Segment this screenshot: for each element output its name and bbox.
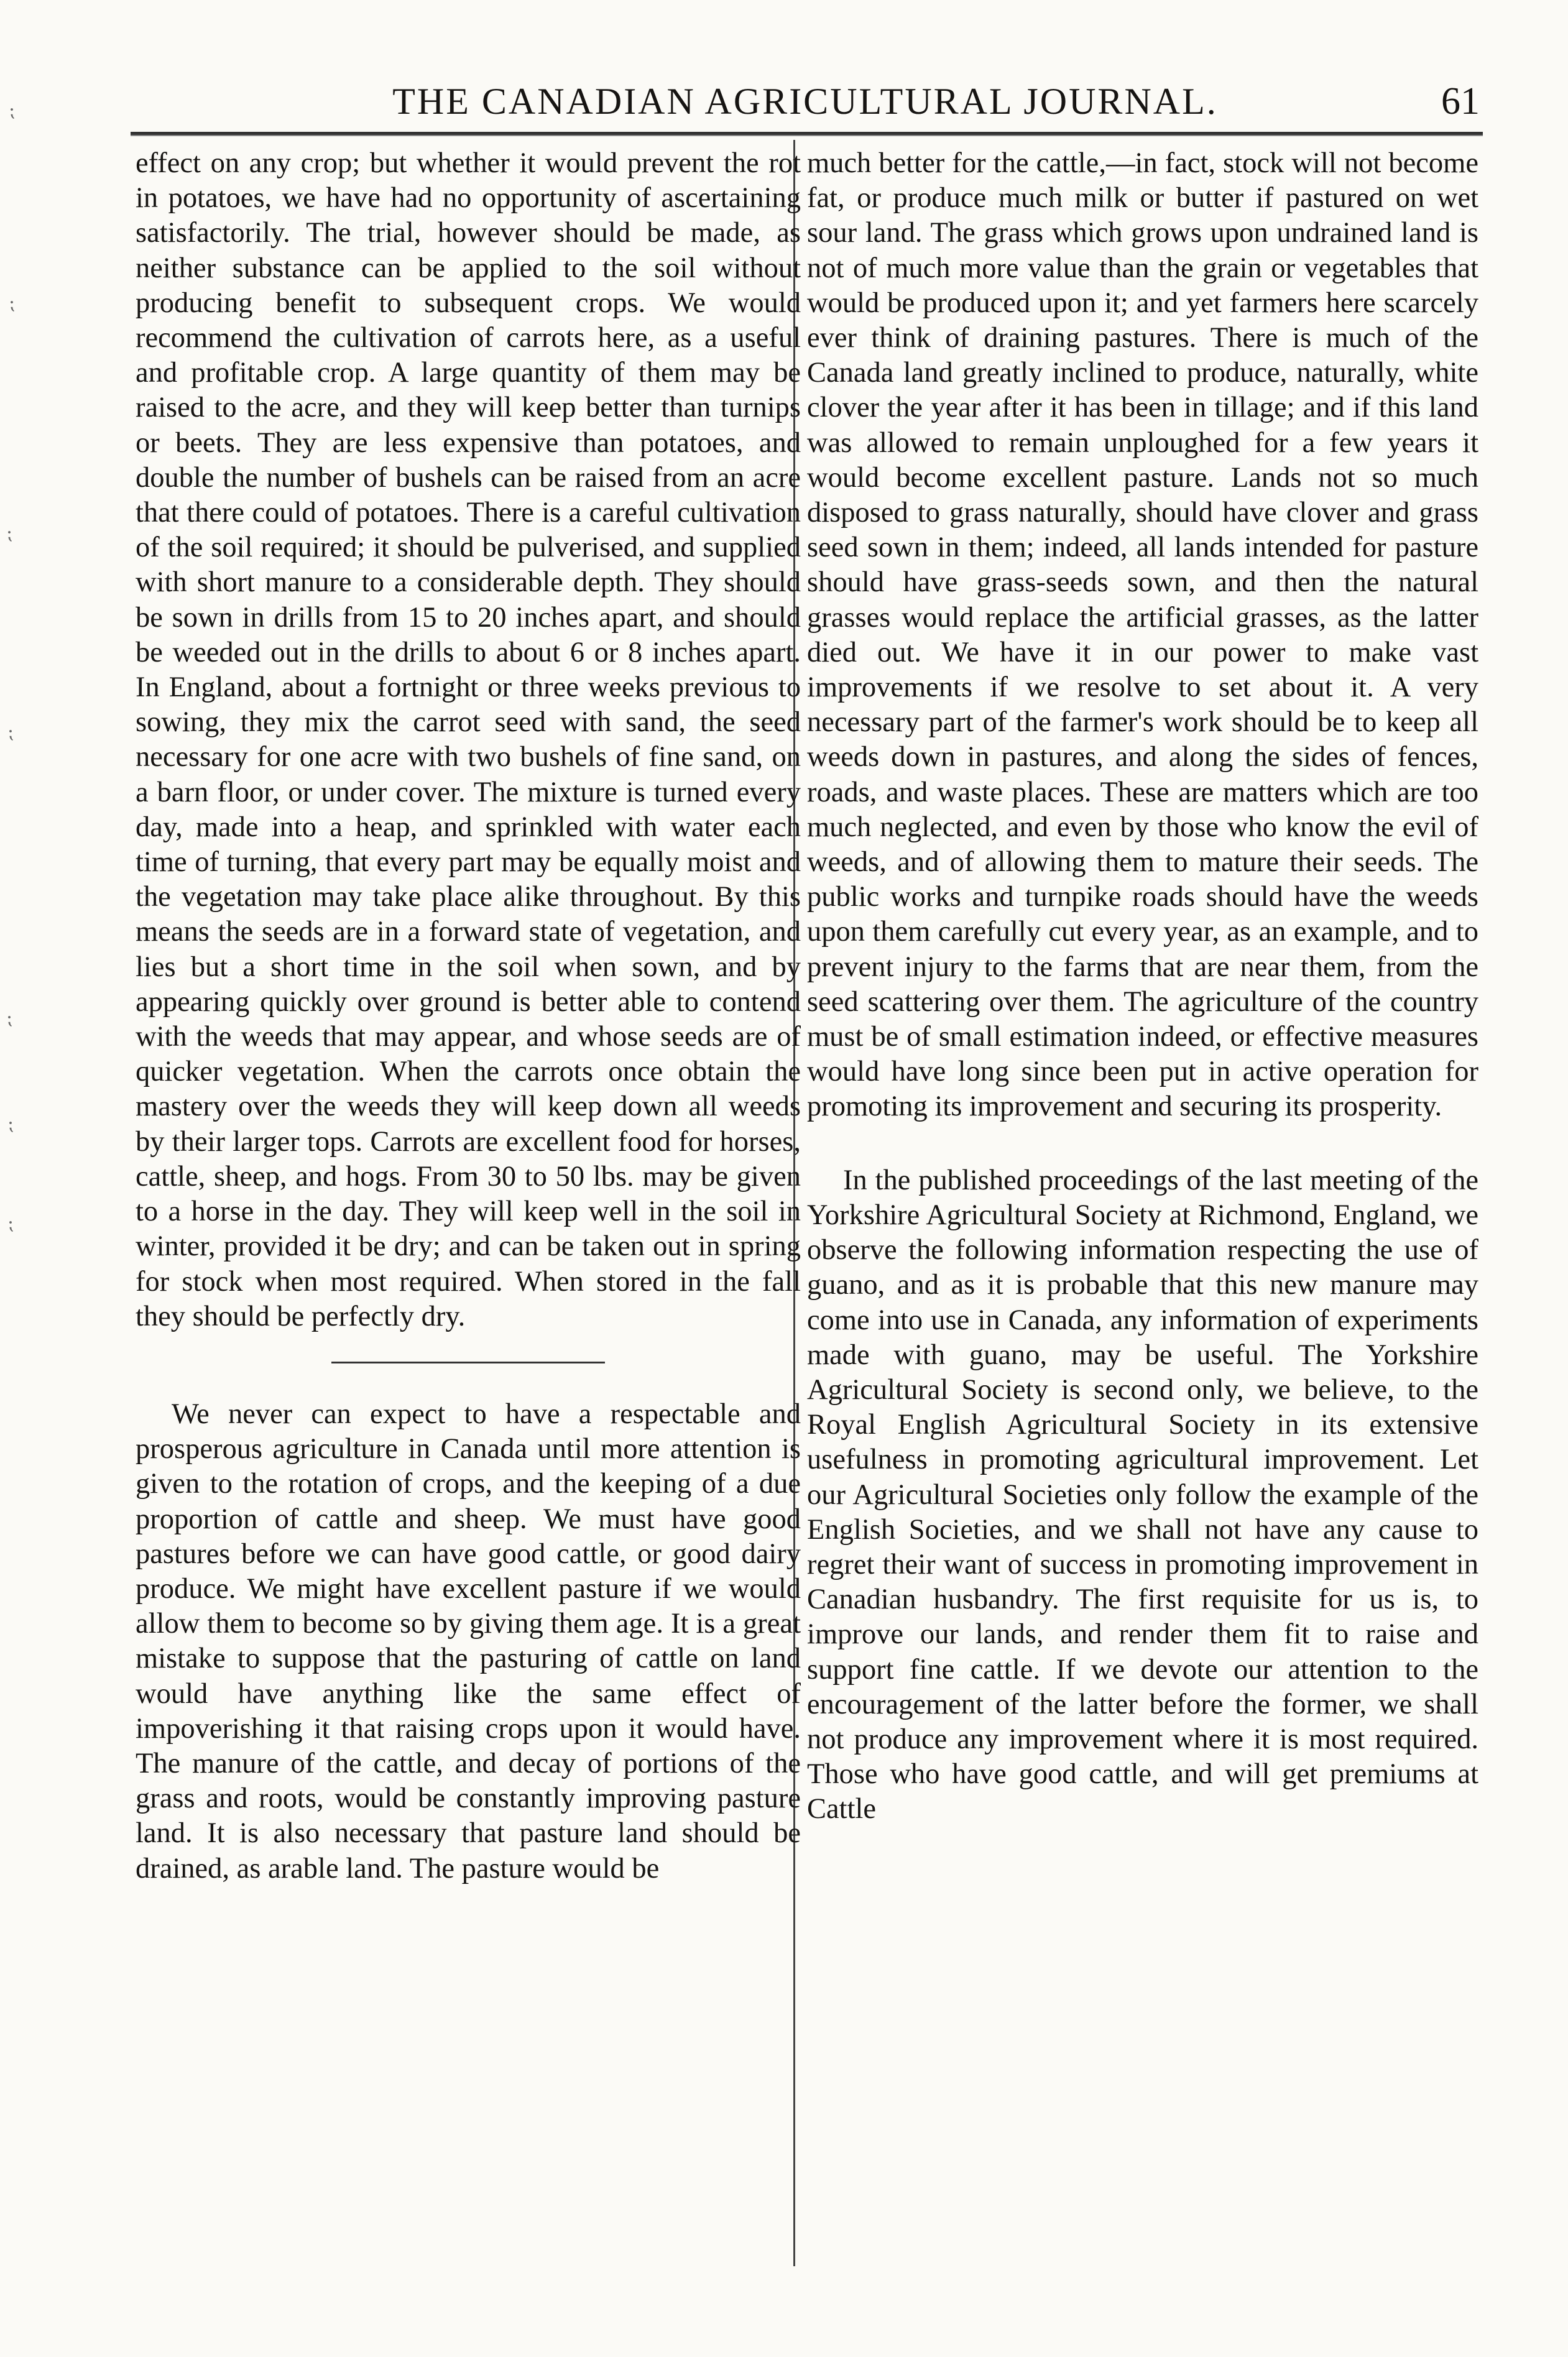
right-column: [807, 146, 1478, 1827]
guano-paragraph: In the published proceedings of the last meeting of the Yorkshire Agricultural Society at Richmond, England, we observe the following information respecting the use of guano, and as it is probable that this new manure may come into use in Canada, any information of experiments made with guano, may be useful. The Yorkshire Agricultural Society is second only, we believe, to the Royal English Agricultural Society in its extensive usefulness in promoting agricultural improvement. Let our Agricultural Societies only follow the example of the English Societies, and we shall not have any cause to regret their want of success in promoting improvement in Canadian husbandry. The first requisite for us is, to improve our lands, and render them fit to raise and support fine cattle. If we devote our attention to the encouragement of the latter before the former, we shall not produce any improvement where it is most required. Those who have good cattle, and will get premiums at Cattle: [807, 1164, 1478, 1825]
page-number: 61: [1441, 80, 1480, 122]
margin-speck: ⁏: [9, 100, 16, 121]
pasture-paragraph: We never can expect to have a respectable and prosperous agriculture in Canada until more attention is given to the rotation of crops, and the keeping of a due proportion of cattle and sheep. We must have good pastures before we can have good cattle, or good dairy produce. We might have excellent pasture if we would allow them to become so by giving them age. It is a great mistake to suppose that the pasturing of cattle on land would have anything like the same effect of impoverishing it that raising crops upon it would have. The manure of the cattle, and decay of portions of the grass and roots, would be constantly improving pasture land. It is also necessary that pasture land should be drained, as arable land. The pasture would be: [136, 1398, 801, 1884]
header-rule: [131, 132, 1483, 136]
margin-speck: ⁏: [6, 1008, 13, 1028]
running-head: [131, 73, 1480, 129]
carrot-cultivation-paragraph: effect on any crop; but whether it would prevent the rot in potatoes, we have had no opportunity of ascertaining satisfactorily. The trial, however should be made, as neither substance can be applied to the soil without producing benefit to subsequent crops. We would recommend the cultivation of carrots here, as a useful and profitable crop. A large quantity of them may be raised to the acre, and they will keep better than turnips or beets. They are less expensive than potatoes, and double the number of bushels can be raised from an acre that there could of potatoes. There is a careful cultivation of the soil required; it should be pulverised, and supplied with short manure to a considerable depth. They should be sown in drills from 15 to 20 inches apart, and should be weeded out in the drills to about 6 or 8 inches apart. In England, about a fortnight or three weeks previous to sowing, they mix the carrot seed with sand, the seed necessary for one acre with two bushels of fine sand, on a barn floor, or under cover. The mixture is turned every day, made into a heap, and sprinkled with water each time of turning, that every part may be equally moist and the vegetation may take place alike throughout. By this means the seeds are in a forward state of vegetation, and lies but a short time in the soil when sown, and by appearing quickly over ground is better able to contend with the weeds that may appear, and whose seeds are of quicker vegetation. When the carrots once obtain the mastery over the weeds they will keep down all weeds by their larger tops. Carrots are excellent food for horses, cattle, sheep, and hogs. From 30 to 50 lbs. may be given to a horse in the day. They will keep well in the soil in winter, provided it be dry; and can be taken out in spring for stock when most required. When stored in the fall they should be perfectly dry.: [136, 147, 801, 1332]
margin-speck: ⁏: [9, 293, 16, 313]
margin-speck: ⁏: [7, 1114, 14, 1134]
margin-speck: ⁏: [6, 523, 13, 543]
section-gap: [807, 1125, 1478, 1163]
margin-speck: ⁏: [7, 1213, 14, 1234]
margin-speck: ⁏: [7, 722, 14, 742]
pasture-continuation-paragraph: much better for the cattle,—in fact, stock will not become fat, or produce much milk or butter if pastured on wet sour land. The grass which grows upon undrained land is not of much more value than the grain or vegetables that would be produced upon it; and yet farmers here scarcely ever think of draining pastures. There is much of the Canada land greatly inclined to produce, naturally, white clover the year after it has been in tillage; and if this land was allowed to remain unploughed for a few years it would become excellent pasture. Lands not so much disposed to grass naturally, should have clover and grass seed sown in them; indeed, all lands intended for pasture should have grass-seeds sown, and then the natural grasses would replace the artificial grasses, as the latter died out. We have it in our power to make vast improvements if we resolve to set about it. A very necessary part of the farmer's work should be to keep all weeds down in pastures, and along the sides of fences, roads, and waste places. These are matters which are too much neglected, and even by those who know the evil of weeds, and of allowing them to mature their seeds. The public works and turnpike roads should have the weeds upon them carefully cut every year, as an example, and to prevent injury to the farms that are near them, from the seed scattering over them. The agriculture of the country must be of small estimation indeed, or effective measures would have long since been put in active operation for promoting its improvement and securing its prosperity.: [807, 147, 1478, 1123]
journal-title: THE CANADIAN AGRICULTURAL JOURNAL.: [392, 81, 1218, 122]
left-column: [136, 146, 801, 1886]
margin-specks: [0, 0, 37, 2357]
section-separator: [331, 1362, 605, 1363]
